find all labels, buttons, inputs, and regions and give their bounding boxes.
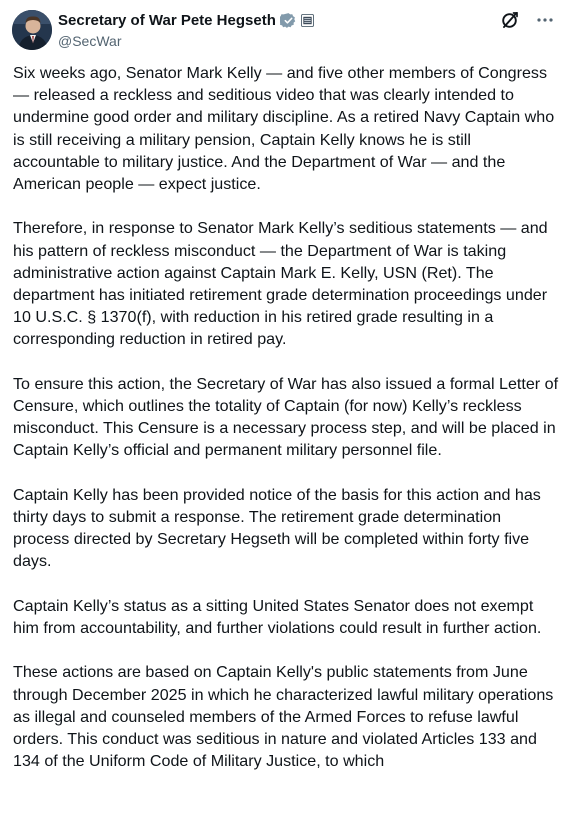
ellipsis-icon <box>534 10 556 30</box>
author-handle[interactable]: @SecWar <box>58 33 122 49</box>
post-text <box>13 62 561 795</box>
post-paragraph: Captain Kelly has been provided notice of the basis for this action and has thirty days to submit a response. The retirement grade determination process directed by Secretary Hegseth will be completed within forty five days. <box>13 485 541 571</box>
verified-badge-icon[interactable] <box>280 12 297 29</box>
author-display-name[interactable]: Secretary of War Pete Hegseth <box>58 12 276 29</box>
post-paragraph: These actions are based on Captain Kelly's public statements from June through December 2025 in which he characterized lawful military operations as illegal and counseled members of the Armed Forces to refuse lawful orders. This conduct was seditious in nature and violated Articles 133 and 134 of the Uniform Code of Military Justice, to which <box>13 663 554 771</box>
grok-icon[interactable] <box>500 10 520 30</box>
author-name-row <box>58 11 314 30</box>
post-paragraph: Captain Kelly’s status as a sitting United States Senator does not exempt him from accountability, and further violations could result in further action. <box>13 596 542 638</box>
author-avatar[interactable] <box>12 10 52 50</box>
post-paragraph: Six weeks ago, Senator Mark Kelly — and five other members of Congress — released a reckless and seditious video that was clearly intended to undermine good order and military discipline. As a retired Navy Captain who is still receiving a military pension, Captain Kelly knows he is still accountable to military justice. And the Department of War — and the American people — expect justice. <box>13 64 555 194</box>
government-flag-icon[interactable] <box>301 14 314 27</box>
avatar-portrait-icon <box>12 10 52 50</box>
post-header <box>12 10 564 50</box>
author-info <box>58 11 314 49</box>
post-paragraph: Therefore, in response to Senator Mark Kelly’s seditious statements — and his pattern of reckless misconduct — the Department of War is taking administrative action against Captain Mark E. Kelly, USN (Ret). The department has initiated retirement grade determination proceedings under 10 U.S.C. § 1370(f), with reduction in his retired grade resulting in a corresponding reduction in retired pay. <box>13 219 548 349</box>
post-paragraph: To ensure this action, the Secretary of War has also issued a formal Letter of Censure, which outlines the totality of Captain (for now) Kelly’s reckless misconduct. This Censure is a necessary process step, and will be placed in Captain Kelly’s official and permanent military personnel file. <box>13 374 559 460</box>
more-options-icon[interactable] <box>534 10 556 30</box>
